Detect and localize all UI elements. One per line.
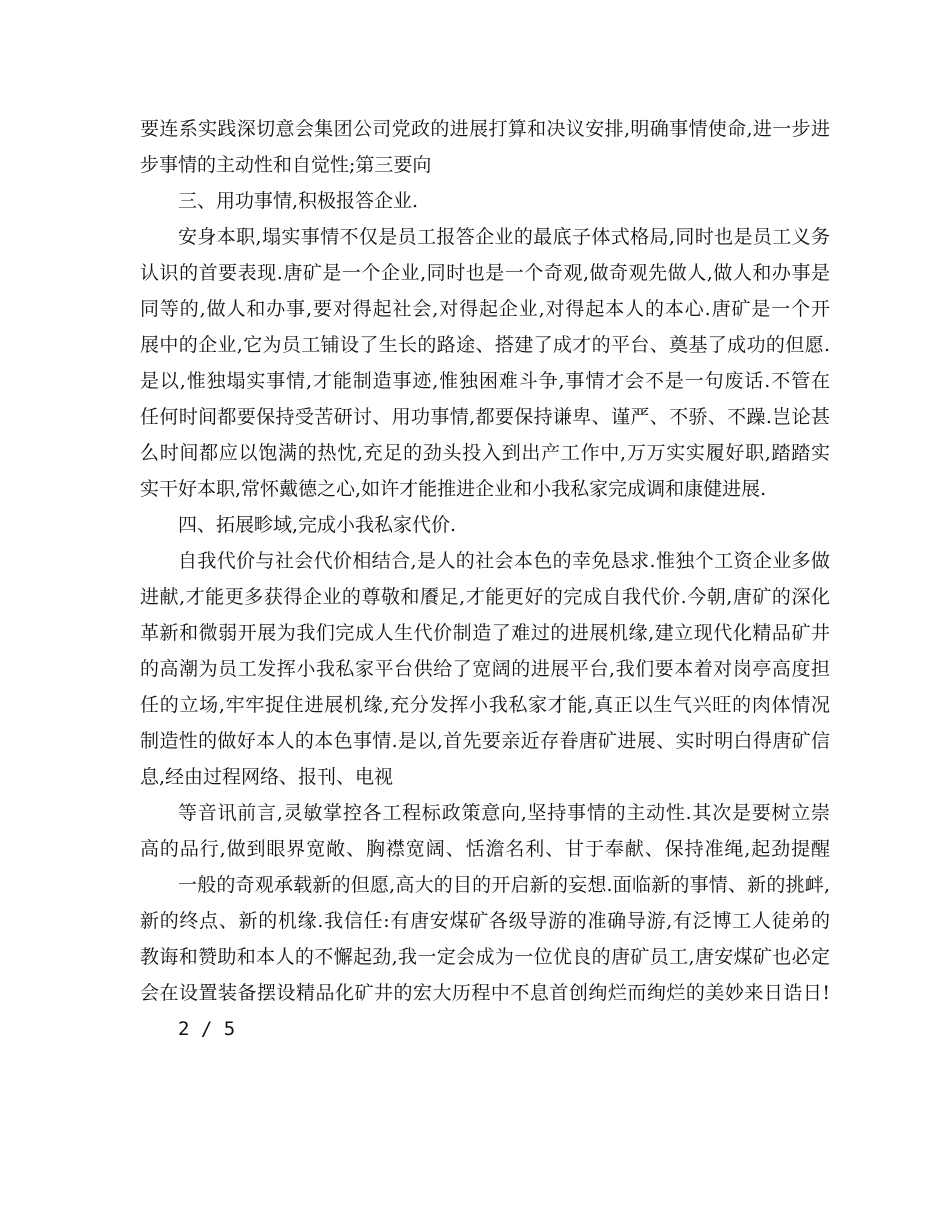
text-line: 认识的首要表现.唐矿是一个企业,同时也是一个奇观,做奇观先做人,做人和办事是 <box>140 262 830 284</box>
text-line: 同等的,做人和办事,要对得起社会,对得起企业,对得起本人的本心.唐矿是一个开 <box>140 298 830 320</box>
text-line: 等音讯前言,灵敏掌控各工程标政策意向,坚持事情的主动性.其次是要树立崇 <box>178 802 830 824</box>
text-line: 任的立场,牢牢捉住进展机缘,充分发挥小我私家才能,真正以生气兴旺的肉体情况 <box>140 694 830 716</box>
text-line: 教诲和赞助和本人的不懈起劲,我一定会成为一位优良的唐矿员工,唐安煤矿也必定 <box>140 946 830 968</box>
section-heading: 三、用功事情,积极报答企业. <box>178 190 419 212</box>
text-line: 实干好本职,常怀戴德之心,如许才能推进企业和小我私家完成调和康健进展. <box>140 478 767 500</box>
text-line: 的高潮为员工发挥小我私家平台供给了宽阔的进展平台,我们要本着对岗亭高度担 <box>140 658 830 680</box>
text-line: 进献,才能更多获得企业的尊敬和餍足,才能更好的完成自我代价.今朝,唐矿的深化 <box>140 586 830 608</box>
page-number: 2 / 5 <box>178 1018 236 1040</box>
text-line: 步事情的主动性和自觉性;第三要向 <box>140 154 432 176</box>
text-line: 么时间都应以饱满的热忱,充足的劲头投入到出产工作中,万万实实履好职,踏踏实 <box>140 442 830 464</box>
text-line: 高的品行,做到眼界宽敞、胸襟宽阔、恬澹名利、甘于奉献、保持准绳,起劲提醒 <box>140 838 830 860</box>
text-line: 一般的奇观承载新的但愿,高大的目的开启新的妄想.面临新的事情、新的挑衅, <box>178 874 830 896</box>
text-line: 革新和微弱开展为我们完成人生代价制造了难过的进展机缘,建立现代化精品矿井 <box>140 622 830 644</box>
text-line: 是以,惟独塌实事情,才能制造事迹,惟独困难斗争,事情才会不是一句废话.不管在 <box>140 370 830 392</box>
section-heading: 四、拓展畛域,完成小我私家代价. <box>178 514 457 536</box>
text-line: 任何时间都要保持受苦研讨、用功事情,都要保持谦卑、谨严、不骄、不躁.岂论甚 <box>140 406 830 428</box>
text-line: 自我代价与社会代价相结合,是人的社会本色的幸免恳求.惟独个工资企业多做 <box>178 550 830 572</box>
text-line: 新的终点、新的机缘.我信任:有唐安煤矿各级导游的准确导游,有泛博工人徒弟的 <box>140 910 830 932</box>
text-line: 会在设置装备摆设精品化矿井的宏大历程中不息首创绚烂而绚烂的美妙来日诰日! <box>140 982 830 1004</box>
text-line: 息,经由过程网络、报刊、电视 <box>140 766 394 788</box>
text-line: 制造性的做好本人的本色事情.是以,首先要亲近存眷唐矿进展、实时明白得唐矿信 <box>140 730 830 752</box>
text-line: 要连系实践深切意会集团公司党政的进展打算和决议安排,明确事情使命,进一步进 <box>140 118 830 140</box>
text-line: 展中的企业,它为员工铺设了生长的路途、搭建了成才的平台、奠基了成功的但愿. <box>140 334 830 356</box>
text-line: 安身本职,塌实事情不仅是员工报答企业的最底子体式格局,同时也是员工义务 <box>178 226 830 248</box>
